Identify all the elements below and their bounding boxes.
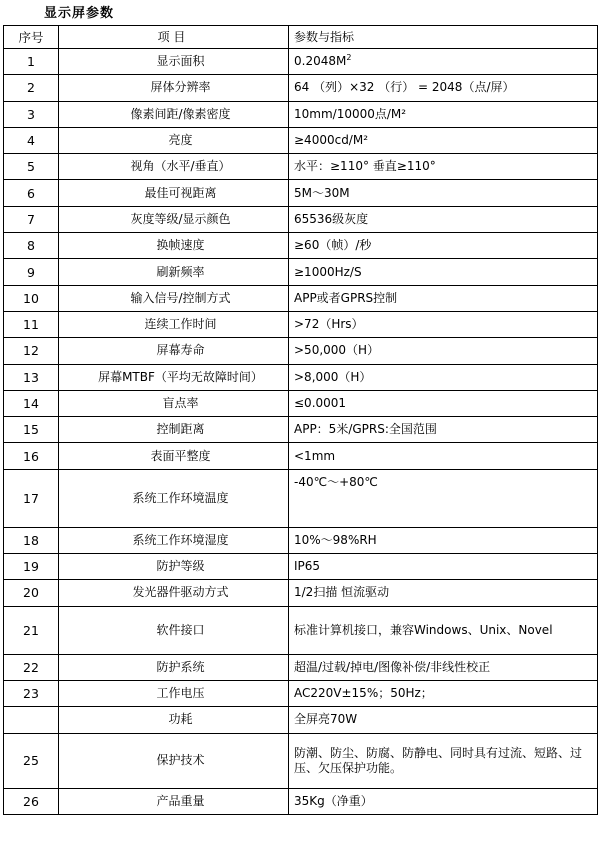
table-row <box>4 443 598 469</box>
row-item: 屏幕MTBF（平均无故障时间） <box>59 364 289 390</box>
row-value: AC220V±15%；50Hz； <box>289 680 598 706</box>
table-row <box>4 680 598 706</box>
row-no: 23 <box>4 680 59 706</box>
row-no: 14 <box>4 390 59 416</box>
table-row <box>4 654 598 680</box>
row-value: 10%～98%RH <box>289 527 598 553</box>
row-item: 换帧速度 <box>59 233 289 259</box>
row-value: 0.2048M <box>294 54 347 69</box>
row-value-superscript: 2 <box>346 53 352 63</box>
row-item: 输入信号/控制方式 <box>59 285 289 311</box>
row-value: >8,000（H） <box>289 364 598 390</box>
row-no: 8 <box>4 233 59 259</box>
row-no: 22 <box>4 654 59 680</box>
table-row <box>4 154 598 180</box>
row-item: 系统工作环境温度 <box>59 469 289 527</box>
row-no: 21 <box>4 606 59 654</box>
row-no: 10 <box>4 285 59 311</box>
table-row <box>4 259 598 285</box>
row-no: 2 <box>4 75 59 101</box>
row-no: 26 <box>4 788 59 814</box>
document-title: 显示屏参数 <box>44 6 115 21</box>
row-item: 屏幕寿命 <box>59 338 289 364</box>
table-row <box>4 469 598 527</box>
row-no: 17 <box>4 469 59 527</box>
table-row <box>4 311 598 337</box>
row-item: 连续工作时间 <box>59 311 289 337</box>
header-item: 项 目 <box>59 26 289 49</box>
row-no: 15 <box>4 417 59 443</box>
row-no: 18 <box>4 527 59 553</box>
row-value: 防潮、防尘、防腐、防静电、同时具有过流、短路、过压、欠压保护功能。 <box>289 733 598 788</box>
row-value: 超温/过载/掉电/图像补偿/非线性校正 <box>289 654 598 680</box>
row-value: 35Kg（净重） <box>289 788 598 814</box>
row-item: 最佳可视距离 <box>59 180 289 206</box>
table-row <box>4 580 598 606</box>
table-row <box>4 606 598 654</box>
table-row <box>4 127 598 153</box>
row-no: 16 <box>4 443 59 469</box>
row-no: 5 <box>4 154 59 180</box>
table-row <box>4 788 598 814</box>
row-no: 20 <box>4 580 59 606</box>
table-row <box>4 364 598 390</box>
row-value: >50,000（H） <box>289 338 598 364</box>
row-value: ≥1000Hz/S <box>289 259 598 285</box>
row-value: 标准计算机接口，兼容Windows、Unix、Novel <box>289 606 598 654</box>
spec-table <box>3 25 598 815</box>
row-item: 表面平整度 <box>59 443 289 469</box>
table-row <box>4 49 598 75</box>
table-row <box>4 733 598 788</box>
header-value: 参数与指标 <box>289 26 598 49</box>
row-item: 软件接口 <box>59 606 289 654</box>
row-value: APP：5米/GPRS:全国范围 <box>289 417 598 443</box>
row-value: ≥60（帧）/秒 <box>289 233 598 259</box>
row-item: 盲点率 <box>59 390 289 416</box>
row-no <box>4 707 59 733</box>
row-item: 屏体分辨率 <box>59 75 289 101</box>
row-no: 9 <box>4 259 59 285</box>
row-value-cell <box>289 49 598 75</box>
row-no: 4 <box>4 127 59 153</box>
table-row <box>4 206 598 232</box>
row-item: 视角（水平/垂直） <box>59 154 289 180</box>
row-value: -40℃～+80℃ <box>289 469 598 527</box>
table-row <box>4 233 598 259</box>
table-row <box>4 527 598 553</box>
row-value: IP65 <box>289 554 598 580</box>
row-value: 全屏亮70W <box>289 707 598 733</box>
table-row <box>4 417 598 443</box>
row-no: 3 <box>4 101 59 127</box>
table-row <box>4 338 598 364</box>
row-no: 6 <box>4 180 59 206</box>
row-value: 水平：≥110° 垂直≥110° <box>289 154 598 180</box>
row-no: 7 <box>4 206 59 232</box>
table-row <box>4 554 598 580</box>
row-item: 控制距离 <box>59 417 289 443</box>
row-item: 产品重量 <box>59 788 289 814</box>
table-row <box>4 390 598 416</box>
row-item: 功耗 <box>59 707 289 733</box>
row-item: 防护等级 <box>59 554 289 580</box>
row-item: 发光器件驱动方式 <box>59 580 289 606</box>
row-no: 25 <box>4 733 59 788</box>
row-item: 系统工作环境湿度 <box>59 527 289 553</box>
row-no: 11 <box>4 311 59 337</box>
row-no: 13 <box>4 364 59 390</box>
row-value: ≥4000cd/M² <box>289 127 598 153</box>
row-item: 亮度 <box>59 127 289 153</box>
row-no: 12 <box>4 338 59 364</box>
row-value: 65536级灰度 <box>289 206 598 232</box>
row-item: 保护技术 <box>59 733 289 788</box>
table-row <box>4 101 598 127</box>
row-item: 工作电压 <box>59 680 289 706</box>
row-value: 10mm/10000点/M² <box>289 101 598 127</box>
row-no: 19 <box>4 554 59 580</box>
row-value: 64 （列）×32 （行） = 2048（点/屏） <box>289 75 598 101</box>
row-item: 刷新频率 <box>59 259 289 285</box>
row-no: 1 <box>4 49 59 75</box>
row-value: >72（Hrs） <box>289 311 598 337</box>
table-row <box>4 707 598 733</box>
row-value: 5M～30M <box>289 180 598 206</box>
row-value: 1/2扫描 恒流驱动 <box>289 580 598 606</box>
row-value: APP或者GPRS控制 <box>289 285 598 311</box>
row-item: 灰度等级/显示颜色 <box>59 206 289 232</box>
table-row <box>4 180 598 206</box>
row-value: <1mm <box>289 443 598 469</box>
row-item: 防护系统 <box>59 654 289 680</box>
header-no: 序号 <box>4 26 59 49</box>
row-item: 像素间距/像素密度 <box>59 101 289 127</box>
row-item: 显示面积 <box>59 49 289 75</box>
table-row <box>4 75 598 101</box>
table-header-row <box>4 26 598 49</box>
row-value: ≤0.0001 <box>289 390 598 416</box>
table-row <box>4 285 598 311</box>
